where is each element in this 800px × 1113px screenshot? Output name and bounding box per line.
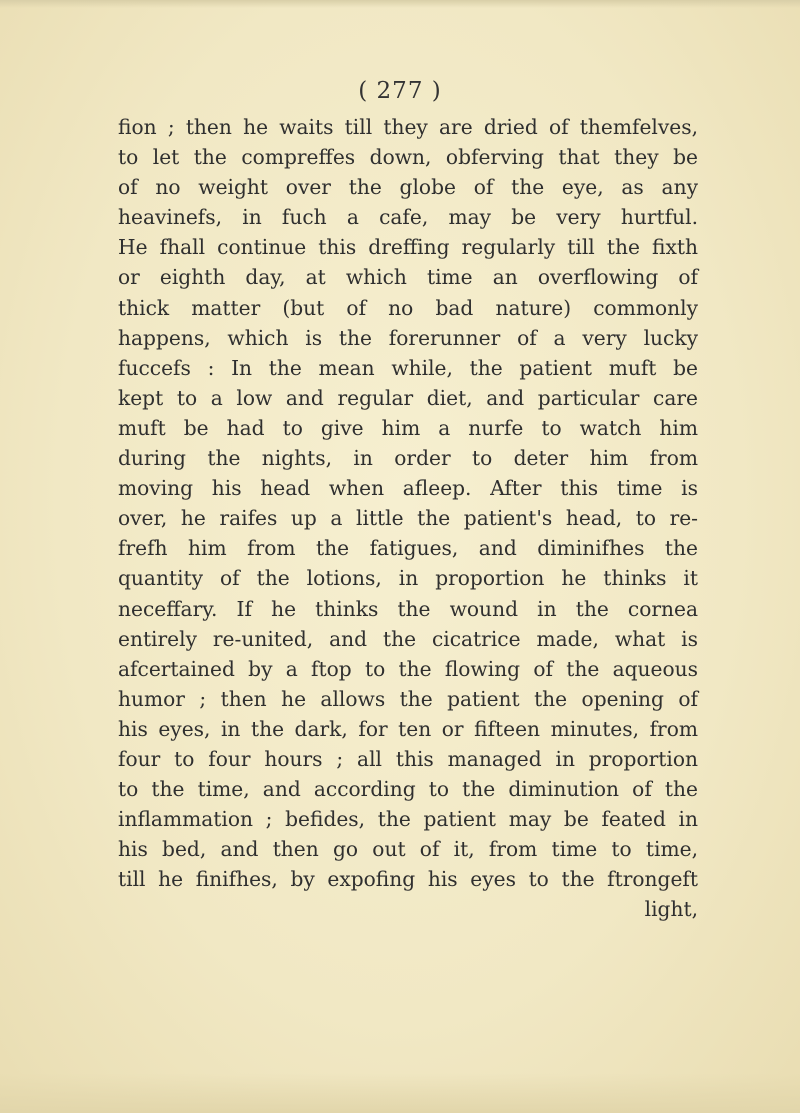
- text-line: kept to a low and regular diet, and particular care: [118, 385, 698, 410]
- text-line: neceffary. If he thinks the wound in the cornea: [118, 596, 698, 621]
- text-line: fuccefs : In the mean while, the patient muft be: [118, 355, 698, 380]
- text-line: afcertained by a ftop to the flowing of the aqueous: [118, 656, 698, 681]
- text-line: He fhall continue this dreffing regularly till the fixth: [118, 235, 698, 260]
- text-line: inflammation ; befides, the patient may be feated in: [118, 807, 698, 832]
- text-line: frefh him from the fatigues, and diminifhes the: [118, 536, 698, 561]
- text-line: till he finifhes, by expofing his eyes to the ftrongeft: [118, 867, 698, 892]
- body-text: [118, 112, 698, 925]
- text-line: humor ; then he allows the patient the opening of: [118, 686, 698, 711]
- text-line: heavinefs, in fuch a cafe, may be very hurtful.: [118, 205, 698, 230]
- text-line: his bed, and then go out of it, from time to time,: [118, 837, 698, 862]
- text-line: his eyes, in the dark, for ten or fifteen minutes, from: [118, 716, 698, 741]
- text-line: or eighth day, at which time an overflowing of: [118, 265, 698, 290]
- catchword: light,: [644, 897, 698, 922]
- text-line: moving his head when afleep. After this time is: [118, 476, 698, 501]
- text-line: of no weight over the globe of the eye, as any: [118, 175, 698, 200]
- text-line: during the nights, in order to deter him from: [118, 446, 698, 471]
- text-line: muft be had to give him a nurfe to watch him: [118, 415, 698, 440]
- page-bottom-edge: [0, 1073, 800, 1113]
- text-line: four to four hours ; all this managed in proportion: [118, 746, 698, 771]
- text-line: to let the compreffes down, obferving that they be: [118, 145, 698, 170]
- text-line: over, he raifes up a little the patient's head, to re-: [118, 506, 698, 531]
- text-line: fion ; then he waits till they are dried of themfelves,: [118, 115, 698, 139]
- text-line: entirely re-united, and the cicatrice made, what is: [118, 626, 698, 651]
- page-top-edge: [0, 0, 800, 8]
- text-line: thick matter (but of no bad nature) commonly: [118, 295, 698, 320]
- text-line: quantity of the lotions, in proportion he thinks it: [118, 566, 698, 591]
- text-line: to the time, and according to the diminution of the: [118, 777, 698, 802]
- text-line: happens, which is the forerunner of a very lucky: [118, 325, 698, 350]
- page-number: ( 277 ): [358, 78, 442, 104]
